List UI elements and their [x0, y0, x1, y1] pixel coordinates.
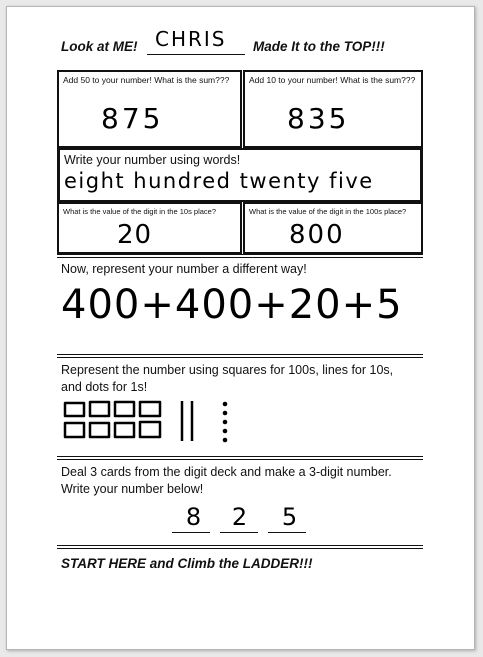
name-underline [147, 54, 245, 55]
blocks-prompt: Represent the number using squares for 100s, lines for 10s, and dots for 1s! [61, 363, 394, 394]
place-value-drawing [61, 396, 251, 446]
deal-prompt: Deal 3 cards from the digit deck and make a 3-digit number. Write your number below! [61, 465, 392, 496]
one-dot [223, 438, 228, 443]
tens-prompt: What is the value of the digit in the 10s place? [63, 207, 217, 216]
words-box [57, 148, 423, 202]
tens-answer: 20 [117, 220, 153, 250]
hundreds-prompt: What is the value of the digit in the 100s place? [249, 207, 407, 216]
one-dot [223, 429, 228, 434]
one-dot [223, 411, 228, 416]
hundred-square [115, 423, 134, 437]
add-10-answer: 835 [287, 102, 350, 135]
add-50-box [57, 70, 242, 148]
divider-3 [57, 456, 423, 460]
student-name: CHRIS [155, 27, 227, 51]
footer-label: START HERE and Climb the LADDER!!! [61, 556, 313, 571]
divider-1 [57, 254, 423, 258]
hundred-square [140, 422, 160, 437]
worksheet-page [6, 6, 475, 650]
header-title-right: Made It to the TOP!!! [253, 39, 385, 54]
divider-2 [57, 354, 423, 358]
add-50-answer: 875 [101, 102, 164, 135]
hundred-square [115, 402, 134, 416]
words-answer: eight hundred twenty five [64, 169, 374, 193]
different-prompt: Now, represent your number a different way! [61, 262, 307, 276]
hundreds-answer: 800 [289, 220, 345, 250]
header-title-left: Look at ME! [61, 39, 138, 54]
digit-line-hundreds [172, 532, 210, 533]
divider-4 [57, 545, 423, 549]
words-prompt: Write your number using words! [64, 153, 241, 167]
hundreds-box [243, 202, 423, 254]
add-10-box [243, 70, 423, 148]
different-answer: 400+400+20+5 [61, 282, 403, 328]
hundred-square [90, 402, 109, 416]
hundred-square [65, 423, 84, 437]
deal-digit-hundreds: 8 [185, 503, 203, 531]
digit-line-tens [220, 532, 258, 533]
hundred-square [140, 402, 160, 416]
add-10-prompt: Add 10 to your number! What is the sum??? [249, 75, 416, 85]
hundred-square [90, 423, 109, 437]
deal-digit-tens: 2 [231, 503, 249, 531]
hundred-square [65, 403, 84, 416]
add-50-prompt: Add 50 to your number! What is the sum??? [63, 75, 230, 85]
digit-line-ones [268, 532, 306, 533]
deal-digit-ones: 5 [281, 503, 299, 531]
one-dot [223, 402, 228, 407]
tens-box [57, 202, 242, 254]
one-dot [223, 420, 228, 425]
